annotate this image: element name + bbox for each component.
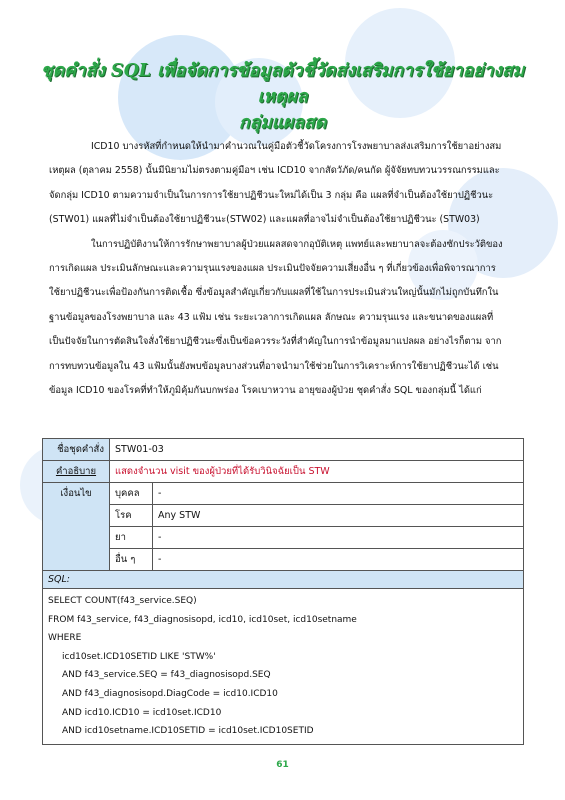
sql-line: AND f43_service.SEQ = f43_diagnosisopd.SEQ	[62, 670, 271, 681]
sql-code	[43, 589, 524, 745]
paragraph-2-line: ฐานข้อมูลของโรงพยาบาล และ 43 แฟ้ม เช่น ระยะเวลาการเกิดแผล ลักษณะ ความรุนแรง และขนาดของแผลที่	[49, 311, 494, 323]
condition-row	[43, 483, 524, 505]
paragraph-2-line: ข้อมูล ICD10 ของโรคที่ทำให้ภูมิคุ้มกันบกพร่อง โรคเบาหวาน อายุของผู้ป่วย ชุดคำสั่ง SQL ของกลุ่มนี้ ได้แก่	[49, 385, 482, 397]
command-name-row	[43, 439, 524, 461]
condition-drug-value: -	[153, 527, 524, 549]
command-desc-label: คำอธิบาย	[43, 461, 110, 483]
condition-person-label: บุคคล	[110, 483, 153, 505]
condition-row	[43, 549, 524, 571]
sql-line: icd10set.ICD10SETID LIKE 'STW%'	[62, 651, 216, 662]
condition-person-value: -	[153, 483, 524, 505]
sql-line: SELECT COUNT(f43_service.SEQ)	[48, 596, 197, 606]
condition-label: เงื่อนไข	[43, 483, 110, 571]
page-number: 61	[276, 760, 289, 770]
condition-row	[43, 505, 524, 527]
condition-other-label: อื่น ๆ	[110, 549, 153, 571]
sql-body-row	[43, 589, 524, 745]
paragraph-1-line: (STW01) แผลที่ไม่จำเป็นต้องใช้ยาปฏิชีวนะ(STW02) และแผลที่อาจไม่จำเป็นต้องใช้ยาปฏิชีวนะ (STW03)	[49, 214, 480, 226]
sql-line: AND icd10setname.ICD10SETID = icd10set.ICD10SETID	[62, 726, 314, 737]
condition-row	[43, 527, 524, 549]
condition-disease-label: โรค	[110, 505, 153, 527]
paragraph-2-line: ใช้ยาปฏิชีวนะเพื่อป้องกันการติดเชื้อ ซึ่งข้อมูลสำคัญเกี่ยวกับแผลที่ใช้ในการประเมินส่วนใหญ่นั้นมักไม่ถูกบันทึกใน	[49, 287, 499, 299]
condition-drug-label: ยา	[110, 527, 153, 549]
command-desc-value: แสดงจำนวน visit ของผู้ป่วยที่ได้รับวินิจฉัยเป็น STW	[110, 461, 524, 483]
command-table	[42, 438, 524, 745]
paragraph-1-line: จัดกลุ่ม ICD10 ตามความจำเป็นในการการใช้ยาปฏิชีวนะใหม่ได้เป็น 3 กลุ่ม คือ แผลที่จำเป็นต้องใช้ยาปฏิชีวนะ	[49, 189, 494, 201]
condition-disease-value: Any STW	[153, 505, 524, 527]
command-name-label: ชื่อชุดคำสั่ง	[43, 439, 110, 461]
sql-line: FROM f43_service, f43_diagnosisopd, icd10, icd10set, icd10setname	[48, 614, 357, 625]
sql-line: AND f43_diagnosisopd.DiagCode = icd10.ICD10	[62, 688, 278, 699]
paragraph-2-line: การเกิดแผล ประเมินลักษณะและความรุนแรงของแผล ประเมินปัจจัยความเสี่ยงอื่น ๆ ที่เกี่ยวข้องเพื่อพิจารณาการ	[49, 263, 496, 275]
sql-header-row	[43, 571, 524, 589]
page-title	[30, 58, 535, 136]
page-title-line-2: กลุ่มแผลสด	[238, 113, 327, 133]
paragraph-2-line: เป็นปัจจัยในการตัดสินใจสั่งใช้ยาปฏิชีวนะซึ่งเป็นข้อควรระวังที่สำคัญในการนำข้อมูลมาแปลผล อย่างไรก็ตาม จาก	[49, 336, 502, 348]
sql-label: SQL:	[43, 571, 524, 589]
paragraph-2-line: การทบทวนข้อมูลใน 43 แฟ้มนั้นยังพบข้อมูลบางส่วนที่อาจนำมาใช้ช่วยในการวิเคราะห์การใช้ยาปฏิชีวนะได้ เช่น	[49, 360, 499, 372]
command-name-value: STW01-03	[110, 439, 524, 461]
sql-line: WHERE	[48, 633, 82, 644]
body-text	[49, 135, 517, 403]
condition-other-value: -	[153, 549, 524, 571]
command-desc-row	[43, 461, 524, 483]
paragraph-2-line: ในการปฏิบัติงานให้การรักษาพยาบาลผู้ป่วยแผลสดจากอุบัติเหตุ แพทย์และพยาบาลจะต้องซักประวัติของ	[91, 238, 503, 250]
paragraph-1-line: เหตุผล (ตุลาคม 2558) นั้นมีนิยามไม่ตรงตามคู่มือฯ เช่น ICD10 จากสัดวัภัด/คนกัด ผู้จัจัยทบทวนวรรณกรรมและ	[49, 165, 500, 177]
sql-line: AND icd10.ICD10 = icd10set.ICD10	[62, 707, 222, 718]
page-title-line-1: ชุดคำสั่ง SQL เพื่อจัดการข้อมูลตัวชี้วัดส่งเสริมการใช้ยาอย่างสมเหตุผล	[40, 61, 525, 107]
paragraph-1-line: ICD10 บางรหัสที่กำหนดให้นำมาคำนวณในคู่มือตัวชี้วัดโครงการโรงพยาบาลส่งเสริมการใช้ยาอย่างสม	[91, 141, 502, 152]
